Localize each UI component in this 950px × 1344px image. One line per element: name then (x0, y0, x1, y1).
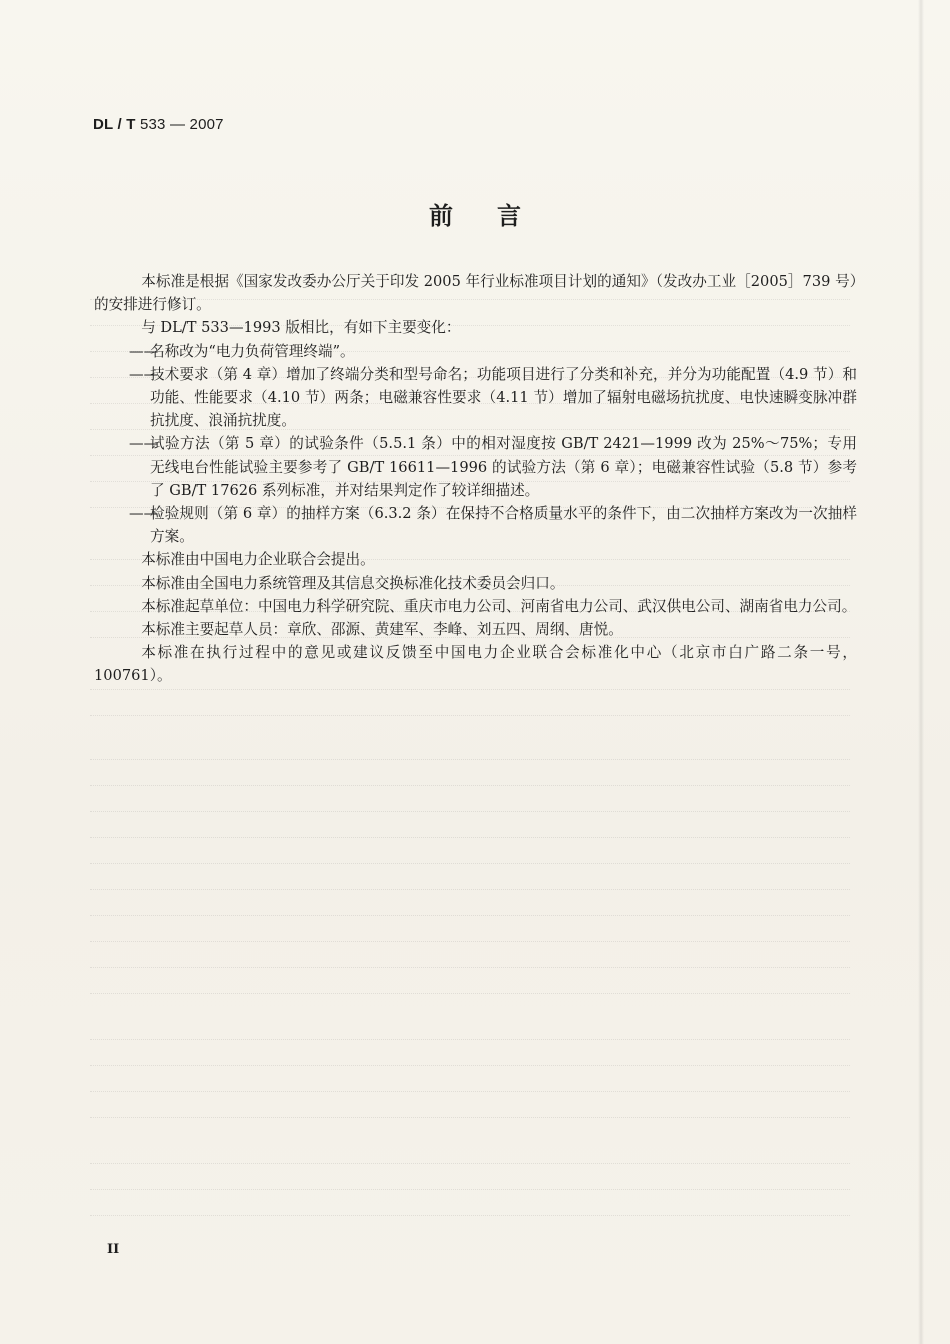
change-item-text: 名称改为“电力负荷管理终端”。 (150, 342, 355, 360)
standard-code (93, 116, 224, 133)
standard-prefix: DL / T (93, 116, 136, 133)
page-number: II (107, 1242, 120, 1257)
comparison-paragraph: 与 DL/T 533—1993 版相比，有如下主要变化： (141, 319, 461, 337)
standard-number: 533 — 2007 (139, 116, 224, 133)
change-item (112, 432, 857, 502)
foreword-body (94, 270, 857, 688)
change-item-text: 技术要求（第 4 章）增加了终端分类和型号命名；功能项目进行了分类和补充，并分为功能配置（4.9 节）和功能、性能要求（4.10 节）两条；电磁兼容性要求（4.11 节）增加了辐射电磁场抗扰度、电快速瞬变脉冲群抗扰度、浪涌抗扰度。 (150, 365, 857, 430)
proposer-paragraph: 本标准由中国电力企业联合会提出。 (141, 551, 375, 569)
change-item (112, 363, 857, 433)
change-item-text: 试验方法（第 5 章）的试验条件（5.5.1 条）中的相对湿度按 GB/T 2421—1999 改为 25%～75%；专用无线电台性能试验主要参考了 GB/T 16611—1996 的试验方法（第 6 章）；电磁兼容性试验（5.8 节）参考了 GB/T 17626 系列标准，并对结果判定作了较详细描述。 (150, 435, 857, 499)
change-item-text: 检验规则（第 6 章）的抽样方案（6.3.2 条）在保持不合格质量水平的条件下，由二次抽样方案改为一次抽样方案。 (150, 505, 857, 546)
committee-paragraph: 本标准由全国电力系统管理及其信息交换标准化技术委员会归口。 (141, 574, 565, 592)
dash-mark: —— (129, 435, 159, 453)
change-item (112, 502, 857, 548)
dash-mark: —— (129, 505, 159, 523)
intro-paragraph: 本标准是根据《国家发改委办公厅关于印发 2005 年行业标准项目计划的通知》（发改办工业［2005］739 号）的安排进行修订。 (94, 273, 857, 314)
drafting-units-paragraph: 本标准起草单位：中国电力科学研究院、重庆市电力公司、河南省电力公司、武汉供电公司、湖南省电力公司。 (141, 597, 857, 615)
dash-mark: —— (129, 342, 159, 360)
feedback-paragraph: 本标准在执行过程中的意见或建议反馈至中国电力企业联合会标准化中心（北京市白广路二条一号，100761）。 (94, 644, 857, 685)
page-title: 前言 (429, 202, 565, 230)
change-item (112, 340, 857, 363)
dash-mark: —— (129, 365, 159, 383)
drafters-paragraph: 本标准主要起草人员：章欣、邵源、黄建军、李峰、刘五四、周纲、唐悦。 (141, 621, 623, 639)
